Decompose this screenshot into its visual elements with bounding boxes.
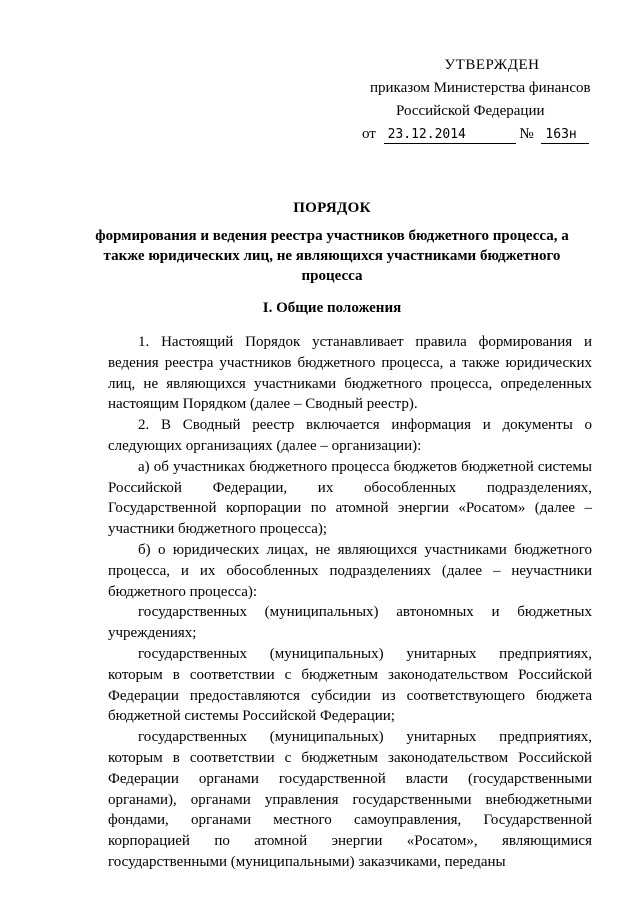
paragraph-2b: б) о юридических лицах, не являющихся участниками бюджетного процесса, и их обособленных подразделениях (далее – неучастники бюджетного процесса): [108,541,592,600]
paragraph-1: 1. Настоящий Порядок устанавливает правила формирования и ведения реестра участников бюджетного процесса, а также юридических лиц, не являющихся участниками бюджетного процесса, определенных настоящим Порядком (далее – Сводный реестр). [108,334,592,413]
document-title [94,198,570,286]
approval-issuer-line: приказом Министерства финансов [370,80,591,96]
approval-issuer-line-2: Российской Федерации [396,103,545,119]
paragraph-2b-item-3: государственных (муниципальных) унитарных предприятиях, которым в соответствии с бюджетным законодательством Российской Федерации органами государственной власти (государственными органами), органами управления государственными внебюджетными фондами, органами местного самоуправления, Государственной корпорацией по атомной энергии «Росатом», являющимися государственными (муниципальными) заказчиками, переданы [108,729,592,870]
paragraph-2b-item-1: государственных (муниципальных) автономных и бюджетных учреждениях; [108,604,592,642]
order-number: 163н [541,126,589,144]
section-heading: I. Общие положения [262,300,402,316]
paragraph-2: 2. В Сводный реестр включается информация и документы о следующих организациях (далее – организации): [108,417,592,454]
approval-order-line [362,123,602,146]
order-date: 23.12.2014 [384,126,516,144]
document-body [108,332,592,873]
date-prefix: от [362,126,376,142]
approval-stamp: УТВЕРЖДЕН [444,57,540,73]
paragraph-2a: а) об участниках бюджетного процесса бюджетов бюджетной системы Российской Федерации, их обособленных подразделениях, Государственной корпорации по атомной энергии «Росатом» (далее – участники бюджетного процесса); [108,458,592,538]
paragraph-2b-item-2: государственных (муниципальных) унитарных предприятиях, которым в соответствии с бюджетным законодательством Российской Федерации предоставляются субсидии из соответствующего бюджета бюджетной системы Российской Федерации; [108,645,592,725]
number-prefix: № [519,126,534,142]
approval-block [362,54,602,146]
title-subtitle: формирования и ведения реестра участников бюджетного процесса, а также юридических лиц, не являющихся участниками бюджетного процесса [95,228,569,284]
title-main: ПОРЯДОК [293,200,371,216]
